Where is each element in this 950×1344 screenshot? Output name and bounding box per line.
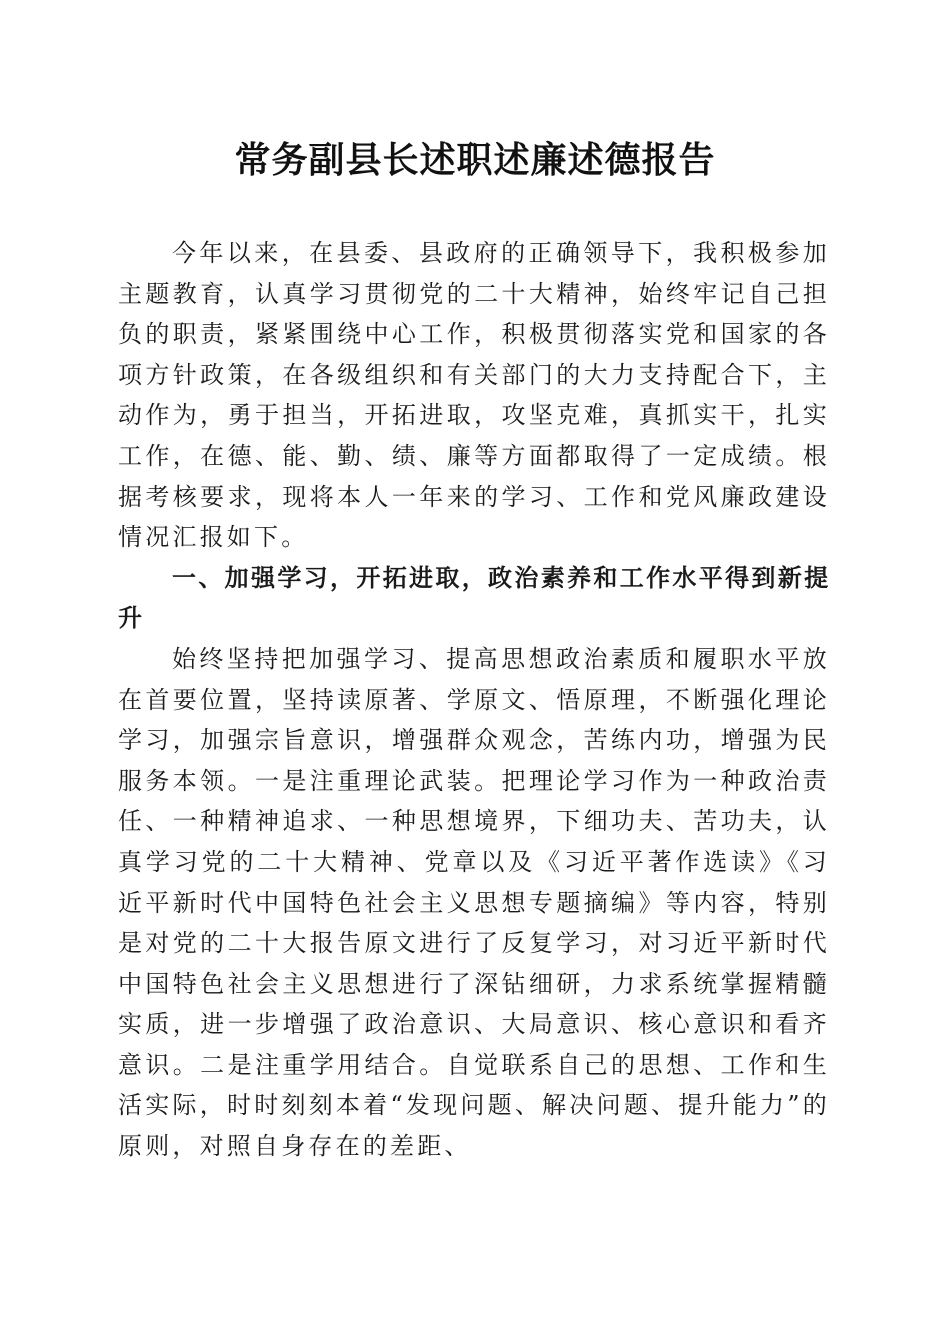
document-body	[118, 233, 830, 1167]
document-title: 常务副县长述职述廉述德报告	[234, 139, 716, 181]
section-heading-1: 一、加强学习，开拓进取，政治素养和工作水平得到新提升	[118, 563, 830, 633]
intro-paragraph: 今年以来，在县委、县政府的正确领导下，我积极参加主题教育，认真学习贯彻党的二十大精神，始终牢记自己担负的职责，紧紧围绕中心工作，积极贯彻落实党和国家的各项方针政策，在各级组织和有关部门的大力支持配合下，主动作为，勇于担当，开拓进取，攻坚克难，真抓实干，扎实工作，在德、能、勤、绩、廉等方面都取得了一定成绩。根据考核要求，现将本人一年来的学习、工作和党风廉政建设情况汇报如下。	[118, 239, 830, 552]
section-1-paragraph: 始终坚持把加强学习、提高思想政治素质和履职水平放在首要位置，坚持读原著、学原文、悟原理，不断强化理论学习，加强宗旨意识，增强群众观念，苦练内功，增强为民服务本领。一是注重理论武装。把理论学习作为一种政治责任、一种精神追求、一种思想境界，下细功夫、苦功夫，认真学习党的二十大精神、党章以及《习近平著作选读》《习近平新时代中国特色社会主义思想专题摘编》等内容，特别是对党的二十大报告原文进行了反复学习，对习近平新时代中国特色社会主义思想进行了深钻细研，力求系统掌握精髓实质，进一步增强了政治意识、大局意识、核心意识和看齐意识。二是注重学用结合。自觉联系自己的思想、工作和生活实际，时时刻刻本着“发现问题、解决问题、提升能力”的原则，对照自身存在的差距、	[118, 644, 830, 1161]
